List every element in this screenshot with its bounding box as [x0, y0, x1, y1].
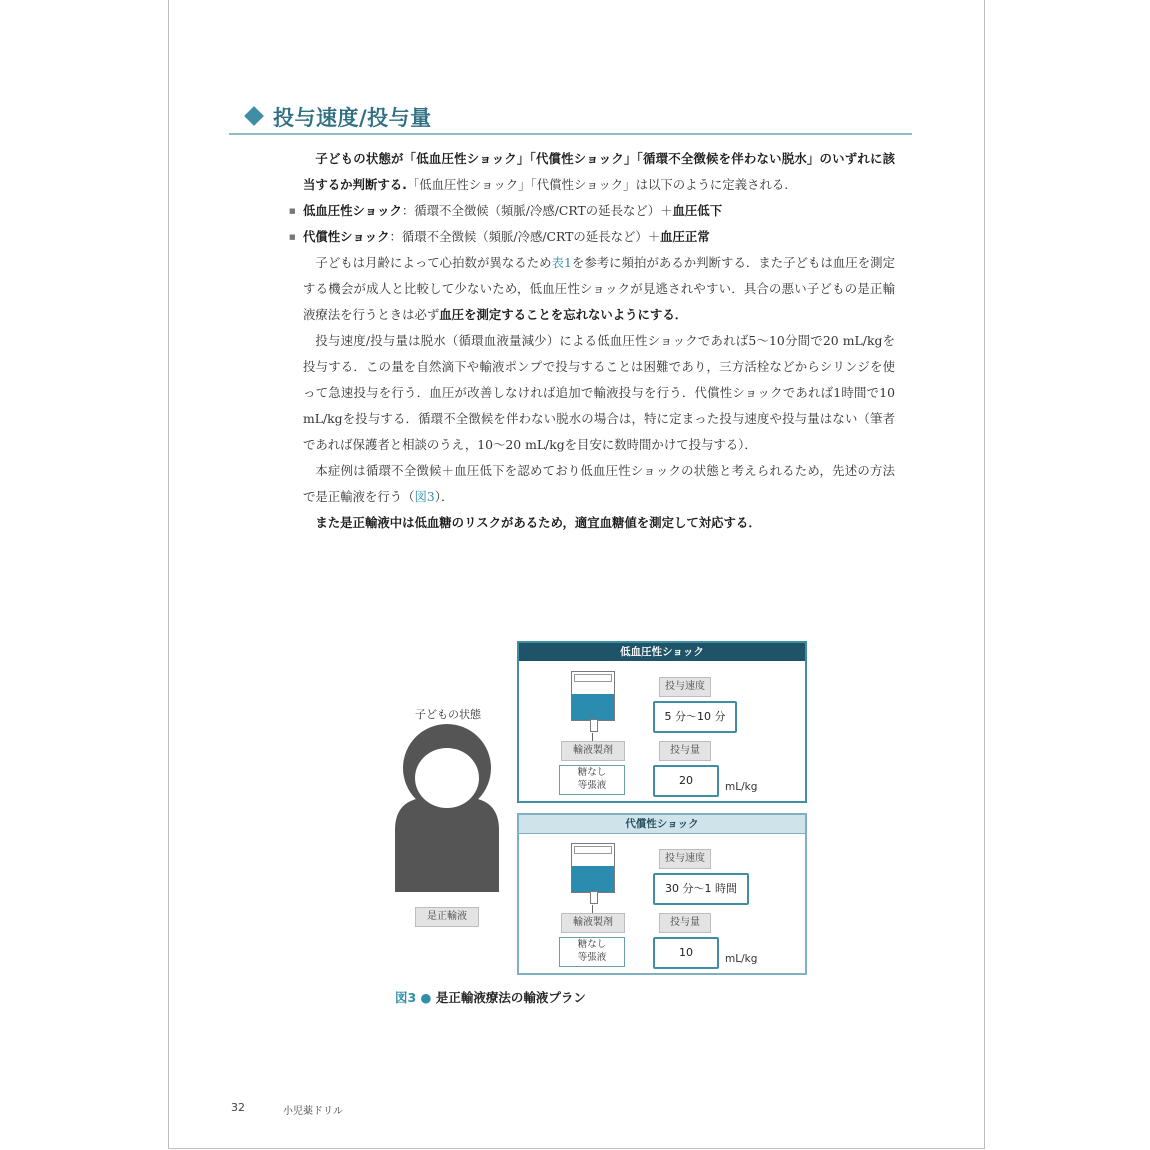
panel-title: 低血圧性ショック: [519, 643, 805, 661]
paragraph-3: 投与速度/投与量は脱水（循環血液量減少）による低血圧性ショックであれば5～10分間で20 mL/kgを投与する．この量を自然滴下や輸液ポンプで投与することは困難であり，三方活栓などからシリンジを使って急速投与を行う．血圧が改善しなければ追加で輸液投与を行う．代償性ショックであれば1時間で10 mL/kgを投与する．循環不全徴候を伴わない脱水の場合は，特に定まった投与速度や投与量はない（筆者であれば保護者と相談のうえ，10～20 mL/kgを目安に数時間かけて投与する）．: [303, 333, 895, 452]
p2-bold: 血圧を測定することを忘れないようにする．: [439, 307, 688, 322]
def-text: ：循環不全徴候（頻脈/冷感/CRTの延長など）＋: [389, 229, 661, 244]
def-term: 代償性ショック: [303, 229, 390, 244]
dose-label: 投与量: [659, 741, 711, 761]
diamond-bullet-icon: [244, 106, 264, 126]
rate-label: 投与速度: [659, 677, 711, 697]
p5-bold: また是正輸液中は低血糖のリスクがあるため，適宜血糖値を測定して対応する．: [315, 515, 761, 530]
rate-value: 5 分～10 分: [653, 701, 737, 733]
fluid-line-2: 等張液: [577, 952, 607, 963]
paragraph-5: [303, 510, 895, 536]
child-silhouette-icon: [391, 720, 503, 892]
iv-bag-icon: [571, 843, 615, 893]
bag-fluid: [572, 694, 614, 720]
paragraph-2: [303, 250, 895, 328]
p4-text: ）．: [434, 489, 454, 504]
paragraph-4: [303, 458, 895, 510]
p2-text: を参考に頻拍があるか判断する．また子どもは血圧を測定する機会が成人と比較して少ないため，低血圧性ショックが見逃されやすい．具合の悪い子どもの是正輸液療法を行うときは必ず: [303, 255, 896, 322]
p1-bold: 子どもの状態が「低血圧性ショック」「代償性ショック」「循環不全徴候を伴わない脱水」のいずれに該当するか判断する.: [303, 151, 895, 192]
dose-value: 20: [653, 765, 719, 797]
fluid-label: 輸液製剤: [561, 741, 625, 761]
caption-text: 是正輸液療法の輸液プラン: [435, 990, 586, 1005]
bag-spout: [590, 719, 598, 732]
fluid-line-1: 糖なし: [577, 767, 607, 778]
dose-unit: mL/kg: [725, 781, 758, 793]
fluid-value: [559, 937, 625, 967]
p2-text: 子どもは月齢によって心拍数が異なるため: [315, 255, 552, 270]
p1-rest: 「低血圧性ショック」「代償性ショック」は以下のように定義される.: [406, 177, 789, 192]
rate-value: 30 分～1 時間: [653, 873, 749, 905]
body-text: [303, 146, 895, 536]
therapy-label: 是正輸液: [415, 907, 479, 927]
rate-label: 投与速度: [659, 849, 711, 869]
definition-compensated: [303, 224, 895, 250]
page-number: 32: [231, 1101, 245, 1114]
bag-cap: [574, 846, 612, 854]
def-term: 低血圧性ショック: [303, 203, 402, 218]
panel-title: 代償性ショック: [519, 815, 805, 834]
fluid-value: [559, 765, 625, 795]
def-bold: 血圧低下: [672, 203, 723, 218]
figure-reference-link[interactable]: 図3: [414, 489, 435, 504]
def-text: ：循環不全徴候（頻脈/冷感/CRTの延長など）＋: [401, 203, 673, 218]
heading-rule: [229, 133, 912, 135]
book-title: 小児薬ドリル: [283, 1106, 343, 1117]
caption-number: 図3: [395, 990, 417, 1005]
definition-list: [303, 198, 895, 250]
fluid-line-2: 等張液: [577, 780, 607, 791]
fluid-line-1: 糖なし: [577, 939, 607, 950]
definition-hypotensive: [303, 198, 895, 224]
child-state-label: 子どもの状態: [415, 708, 481, 721]
fluid-label: 輸液製剤: [561, 913, 625, 933]
def-bold: 血圧正常: [660, 229, 710, 244]
panel-hypotensive-shock: [517, 641, 807, 803]
bag-spout: [590, 891, 598, 904]
dose-label: 投与量: [659, 913, 711, 933]
section-title: 投与速度/投与量: [273, 106, 432, 130]
table-reference-link[interactable]: 表1: [551, 255, 572, 270]
section-heading: [241, 102, 432, 132]
p4-text: 本症例は循環不全徴候＋血圧低下を認めており低血圧性ショックの状態と考えられるため，先述の方法で是正輸液を行う（: [303, 463, 895, 504]
iv-bag-icon: [571, 671, 615, 721]
paragraph-1: [303, 146, 895, 198]
document-page: [168, 0, 985, 1149]
panel-compensated-shock: [517, 813, 807, 975]
caption-bullet: ●: [416, 990, 436, 1005]
bag-fluid: [572, 866, 614, 892]
dose-value: 10: [653, 937, 719, 969]
figure-caption: [395, 988, 586, 1006]
bag-cap: [574, 674, 612, 682]
dose-unit: mL/kg: [725, 953, 758, 965]
